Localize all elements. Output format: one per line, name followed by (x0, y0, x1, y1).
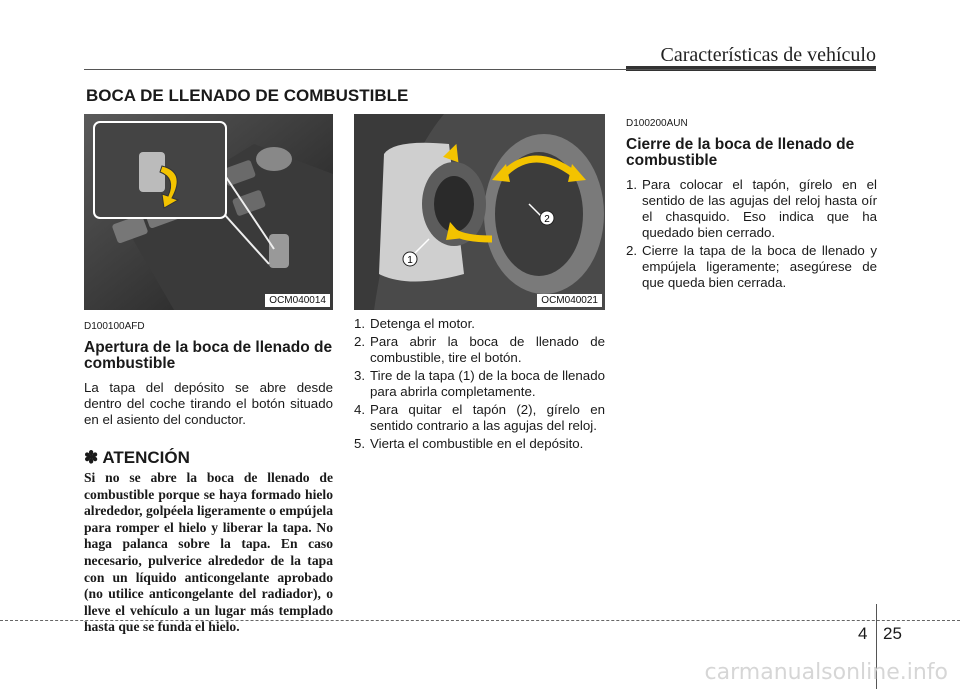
step-number: 2. (626, 243, 638, 258)
marker-2: 2 (544, 214, 550, 225)
steps-list (354, 316, 605, 452)
subheading: Apertura de la boca de llenado de combustible (84, 339, 333, 372)
list-item (626, 243, 877, 291)
list-item (354, 334, 605, 366)
footer-rule (0, 620, 960, 621)
steps-list (626, 177, 877, 291)
step-number: 2. (354, 334, 366, 349)
column-2 (354, 316, 605, 454)
photo-caption: OCM040021 (537, 294, 602, 307)
step-text: Para abrir la boca de llenado de combustible, tire el botón. (370, 334, 605, 365)
section-code: D100100AFD (84, 321, 145, 332)
section-code: D100200AUN (626, 118, 688, 129)
step-number: 4. (354, 402, 366, 417)
step-text: Cierre la tapa de la boca de llenado y empújela ligeramente; asegúrese de que queda bien cerrada. (642, 243, 877, 290)
section-title: BOCA DE LLENADO DE COMBUSTIBLE (86, 86, 409, 105)
door-switch-photo (84, 114, 333, 310)
column-3 (626, 116, 877, 293)
step-number: 3. (354, 368, 366, 383)
warning-title: ✽ ATENCIÓN (84, 448, 190, 467)
photo-caption: OCM040014 (265, 294, 330, 307)
warning-text: Si no se abre la boca de llenado de combustible porque se haya formado hielo alrededor, golpéela ligeramente o empújela para romper el hielo y liberar la tapa. No haga palanca sobre la tapa. En caso necesario, pulverice alrededor de la tapa con un líquido anticongelante aprobado (no utilice anticongelante del radiador), o lleve el vehículo a un lugar más templado hasta que se funda el hielo. (84, 470, 333, 635)
step-number: 1. (626, 177, 638, 192)
step-text: Tire de la tapa (1) de la boca de llenado para abrirla completamente. (370, 368, 605, 399)
watermark: carmanualsonline.info (704, 660, 948, 685)
paragraph: La tapa del depósito se abre desde dentro del coche tirando el botón situado en el asiento del conductor. (84, 380, 333, 427)
running-header-title: Características de vehículo (660, 44, 876, 66)
subheading: Cierre de la boca de llenado de combustible (626, 136, 855, 169)
step-text: Vierta el combustible en el depósito. (370, 436, 584, 451)
step-text: Para colocar el tapón, gírelo en el sentido de las agujas del reloj hasta oír el chasquido. Eso indica que ha quedado bien cerrado. (642, 177, 877, 240)
step-text: Para quitar el tapón (2), gírelo en sentido contrario a las agujas del reloj. (370, 402, 605, 433)
list-item (626, 177, 877, 241)
step-number: 1. (354, 316, 366, 331)
fuel-filler-photo (354, 114, 605, 310)
column-1 (84, 319, 333, 636)
page-number: 25 (883, 624, 902, 643)
header-rule (84, 69, 876, 70)
list-item (354, 436, 605, 452)
step-text: Detenga el motor. (370, 316, 475, 331)
step-number: 5. (354, 436, 366, 451)
list-item (354, 368, 605, 400)
list-item (354, 316, 605, 332)
marker-1: 1 (407, 255, 413, 266)
list-item (354, 402, 605, 434)
chapter-number: 4 (858, 624, 868, 643)
